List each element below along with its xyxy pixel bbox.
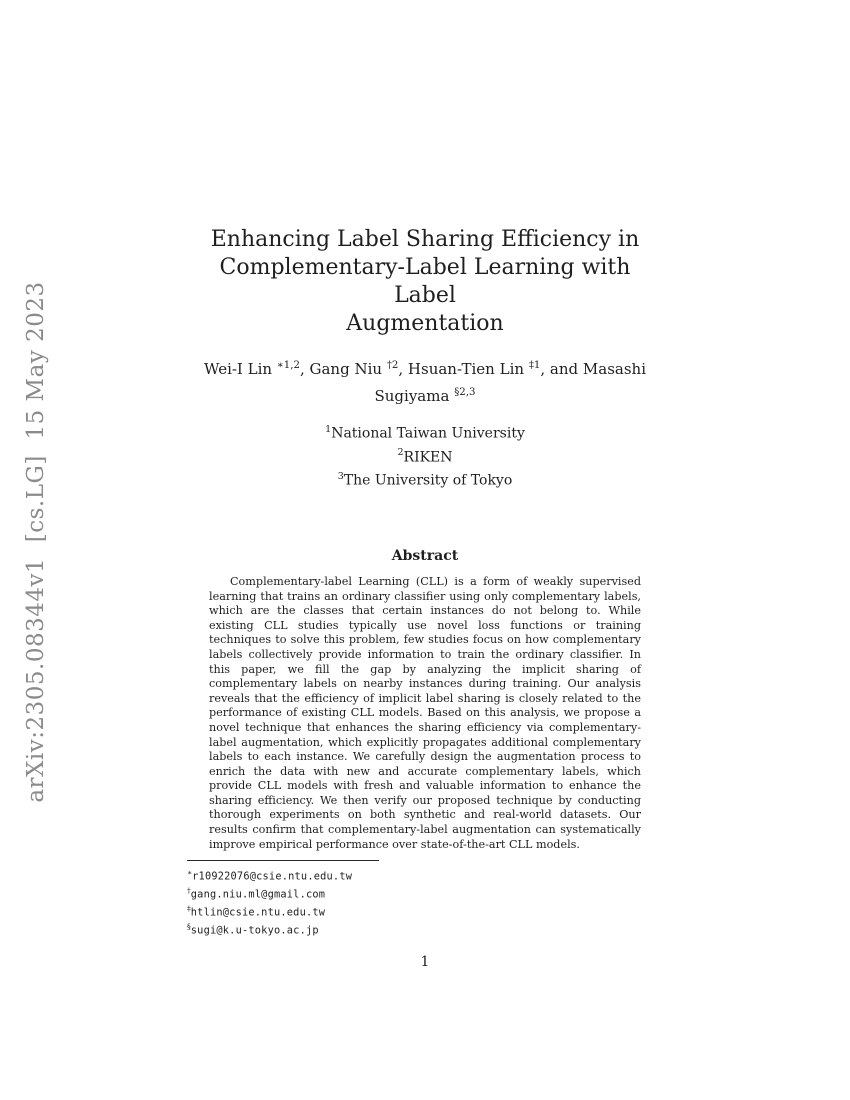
footnote-mark: ∗ [187, 867, 193, 877]
abstract-heading: Abstract [391, 547, 459, 564]
author-name: Sugiyama [374, 387, 455, 405]
affiliation-line [187, 420, 663, 444]
footnote-email: gang.niu.ml@gmail.com [190, 888, 326, 901]
footnote-email: sugi@k.u-tokyo.ac.jp [190, 924, 319, 937]
footnote-item [187, 920, 663, 938]
author-superscript: ∗1,2 [276, 359, 300, 371]
author-line-1 [187, 354, 663, 381]
author-name: , and Masashi [540, 360, 646, 378]
footnote-item [187, 884, 663, 902]
author-line-2 [187, 381, 663, 408]
footnote-mark: § [187, 921, 191, 931]
footnote-mark: ‡ [187, 903, 191, 913]
title-line-2: Complementary-Label Learning with Label [219, 255, 631, 308]
abstract-text: Complementary-label Learning (CLL) is a form of weakly supervised learning that trains an ordinary classifier using only complementary labels, which are the classes that certain instances do not belong to. While existing CLL studies typically use novel loss functions or training techniques to solve this problem, few studies focus on how complementary labels collectively provide information to train the ordinary classifier. In this paper, we fill the gap by analyzing the implicit sharing of complementary labels on nearby instances during training. Our analysis reveals that the efficiency of implicit label sharing is closely related to the performance of existing CLL models. Based on this analysis, we propose a novel technique that enhances the sharing efficiency via complementary-label augmentation, which explicitly propagates additional complementary labels to each instance. We carefully design the augmentation process to enrich the data with new and accurate complementary labels, which provide CLL models with fresh and valuable information to enhance the sharing efficiency. We then verify our proposed technique by conducting thorough experiments on both synthetic and real-world datasets. Our results confirm that complementary-label augmentation can systematically improve empirical performance over state-of-the-art CLL models. [209, 574, 641, 851]
title-line-1: Enhancing Label Sharing Efficiency in [210, 227, 640, 252]
arxiv-stamp: arXiv:2305.08344v1 [cs.LG] 15 May 2023 [23, 281, 49, 803]
footnote-rule [187, 860, 379, 861]
footnote-email: htlin@csie.ntu.edu.tw [190, 906, 326, 919]
affiliation-line [187, 444, 663, 468]
affiliation-superscript: 3 [337, 470, 344, 482]
affiliation-name: The University of Tokyo [343, 472, 513, 489]
affiliation-block [187, 420, 663, 491]
footnote-mark: † [187, 885, 191, 895]
footnote-item [187, 866, 663, 884]
footnote-email: r10922076@csie.ntu.edu.tw [192, 870, 353, 883]
paper-title [187, 226, 663, 338]
author-name: , Gang Niu [299, 360, 387, 378]
footnote-item [187, 902, 663, 920]
affiliation-line [187, 467, 663, 491]
page-number: 1 [420, 954, 430, 970]
author-name: , Hsuan-Tien Lin [398, 360, 529, 378]
affiliation-superscript: 2 [397, 447, 404, 459]
affiliation-superscript: 1 [325, 423, 332, 435]
affiliation-name: RIKEN [403, 449, 453, 466]
author-superscript: †2 [386, 359, 399, 371]
author-superscript: ‡1 [528, 359, 541, 371]
footnote-block [187, 860, 663, 938]
author-block [187, 354, 663, 408]
title-line-3: Augmentation [346, 311, 504, 336]
author-superscript: §2,3 [454, 386, 476, 398]
paper-content [187, 226, 663, 938]
author-name: Wei-I Lin [204, 360, 277, 378]
affiliation-name: National Taiwan University [331, 425, 525, 442]
